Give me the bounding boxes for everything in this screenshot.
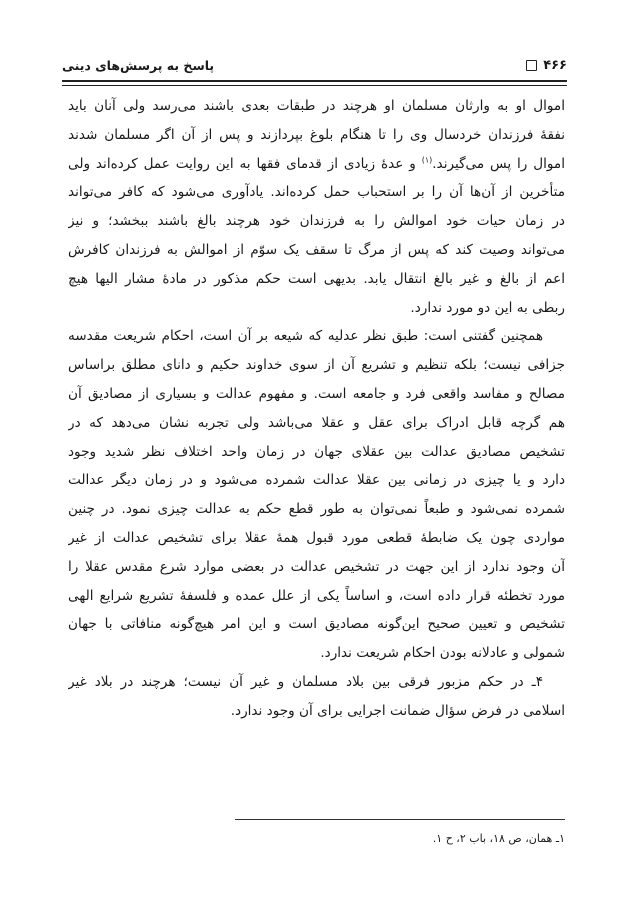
text-line: همچنین گفتنی است: طبق نظر عدلیه که شیعه بر آن است، احکام شریعت مقدسه [68, 328, 543, 345]
header-rule-thin [62, 85, 567, 86]
text-line: شمرده نمی‌شود و طبعاً نمی‌توان به طور قطع حکم به عدالت چیزی نمود. در چنین [68, 501, 565, 518]
text-line: نفقهٔ فرزندان خردسال وی را تا هنگام بلوغ بپردازند و پس از آن اگر مسلمان شدند [68, 126, 565, 143]
text-line-with-footnote [68, 150, 565, 179]
text-line: متأخرین از آن‌ها آن را بر استحباب حمل کرده‌اند. یادآوری می‌شود که کافر می‌تواند [68, 184, 565, 201]
page-number: ۴۶۶ [543, 58, 567, 73]
text-line: دارد و یا چیزی در زمانی بین عقلا عدالت شمرده می‌شود و در زمان دیگر عدالت [68, 472, 565, 489]
footnote-separator [235, 819, 565, 820]
text-line: مورد تخطئه قرار داده است، و اساساً یکی از علل عمده و فلسفهٔ تشریع شرایع الهی [68, 587, 565, 604]
text-line: مصالح و مفاسد واقعی فرد و جامعه است. و مفهوم عدالت و بسیاری از مصادیق آن [68, 385, 565, 402]
running-header [62, 58, 567, 78]
text-line: تشخیص و تعیین صحیح این‌گونه مصادیق است و این امر هیچ‌گونه منافاتی با جهان [68, 616, 565, 633]
footnote-marker[interactable]: (۱) [421, 155, 433, 165]
text-line: شمولی و عادلانه بودن احکام شریعت ندارد. [320, 645, 565, 662]
footnote: ۱ـ همان، ص ۱۸، باب ۲، ح ۱. [432, 832, 565, 845]
text-line: اموال او به وارثان مسلمان او هرچند در طبقات بعدی باشند می‌رسد ولی آنان باید [68, 98, 565, 114]
body-text [68, 92, 565, 726]
text-segment: و عدهٔ زیادی از قدمای فقها به این روایت عمل کرده‌اند ولی [68, 155, 416, 172]
page-number-block [526, 58, 567, 73]
text-line: اسلامی در فرض سؤال ضمانت اجرایی برای آن وجود ندارد. [230, 702, 565, 719]
text-line: ۴ـ در حکم مزبور فرقی بین بلاد مسلمان و غیر آن نیست؛ هرچند در بلاد غیر [68, 673, 543, 690]
text-line: ربطی به این دو مورد ندارد. [410, 299, 565, 316]
text-line: در زمان حیات خود اموالش را به فرزندان خود هرچند بالغ باشند ببخشد؛ و نیز [68, 213, 565, 230]
text-line: می‌تواند وصیت کند که پس از مرگ تا سقف یک سوّم از اموالش به فرزندان کافرش [68, 241, 565, 258]
text-line: جزافی نیست؛ بلکه تنظیم و تشریع آن از سوی خداوند حکیم و دانای مطلق براساس [68, 357, 565, 374]
book-title: پاسخ به پرسش‌های دینی [62, 58, 215, 73]
text-line: مواردی چون یک ضابطهٔ قطعی مورد قبول همهٔ عقلا برای تشخیص عدالت از غیر [68, 529, 565, 546]
text-line: تشخیص مصادیق عدالت بین عقلای جهان در زمان واحد اختلاف نظر شدید وجود [68, 443, 565, 460]
text-line: اعم از بالغ و غیر بالغ انتقال یابد. بدیهی است حکم مذکور در مادهٔ مشار الیها هیچ [68, 270, 565, 287]
text-segment: اموال را پس می‌گیرند. [432, 155, 565, 172]
text-line: آن وجود ندارد از این جهت در تشخیص عدالت در بعضی موارد شرع مقدس عقلا را [68, 558, 565, 575]
header-rule-thick [62, 80, 567, 82]
square-bullet-icon [526, 60, 537, 71]
text-line: هم گرچه قابل ادراک برای عقل و عقلا می‌باشد ولی تجربه نشان می‌دهد که در [68, 414, 565, 431]
